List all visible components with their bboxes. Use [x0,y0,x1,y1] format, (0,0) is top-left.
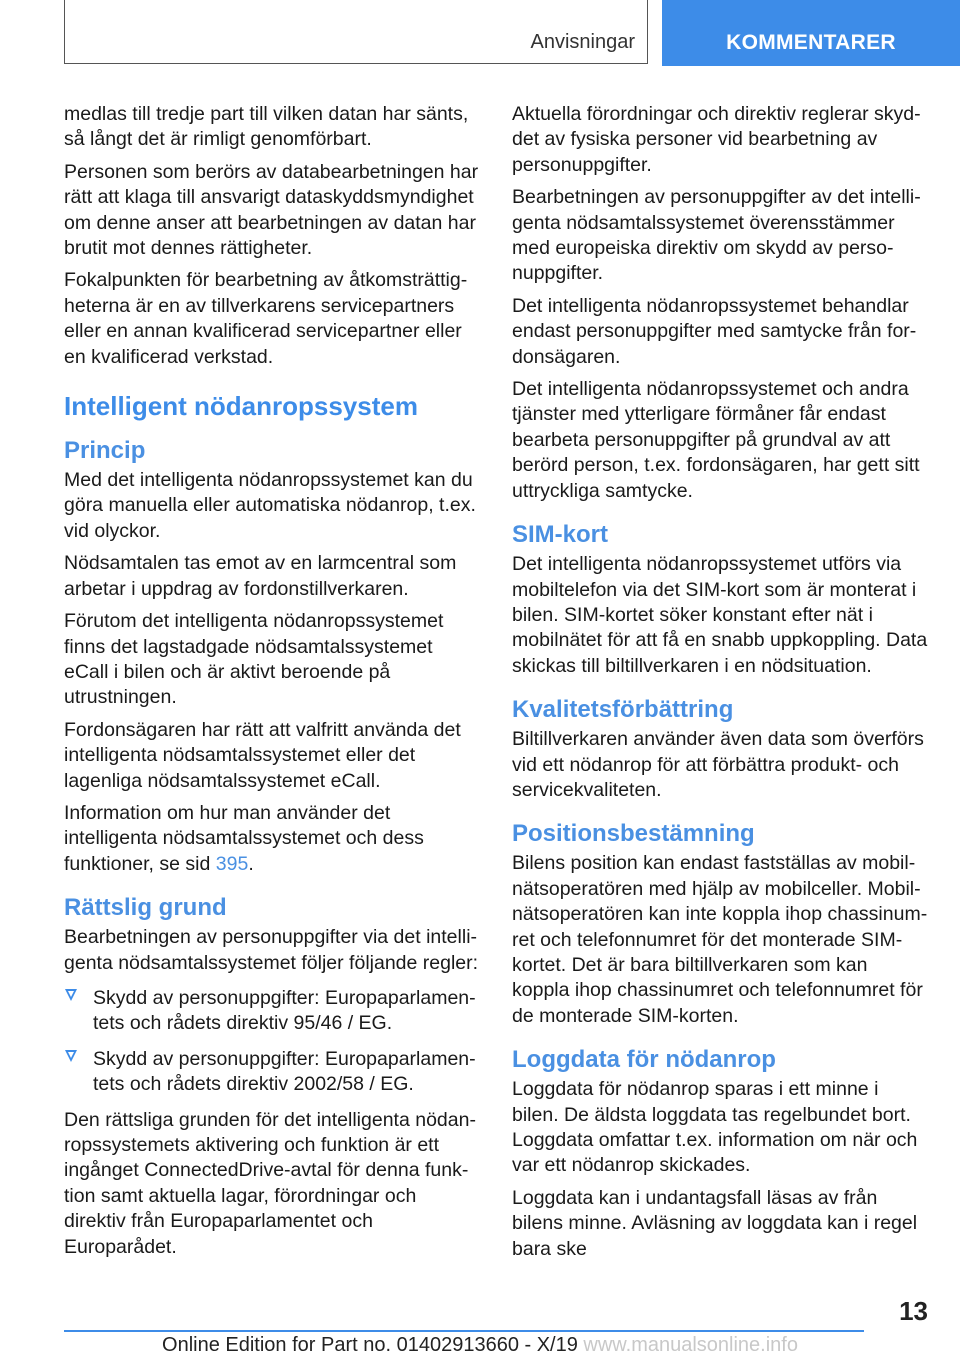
paragraph: Loggdata för nödanrop sparas i ett minne i bilen. De äldsta loggdata tas regelbundet bort. Loggdata omfattar t.ex. information om när och var ett nödanrop skickades. [512,1078,918,1177]
list-item-text: Skydd av personuppgifter: Europaparlamentets och rådets direktiv 95/46 / EG. [93,986,476,1035]
paragraph: Fordonsägaren har rätt att valfritt använda det intelligenta nödsamtalssystemet eller det lagenliga nödsamtalssystemet eCall. [64,718,461,792]
list-item-text: Skydd av personuppgifter: Europaparlamentets och rådets direktiv 2002/58 / EG. [93,1047,476,1096]
paragraph: Nödsamtalen tas emot av en larmcentral som arbetar i uppdrag av fordonstillverkaren. [64,552,457,600]
section-title: Anvisningar [530,31,635,53]
page-number: 13 [899,1296,928,1326]
list-item [64,986,482,1037]
paragraph: Med det intelligenta nödanropssystemet kan du göra manuella eller automatiska nödanrop, t.ex. vid olyckor. [64,469,476,542]
paragraph: medlas till tredje part till vilken datan har sänts, så långt det är rimligt genomförbart. [64,103,469,151]
subheading-princip: Princip [64,437,146,465]
paragraph [64,801,482,877]
subheading-loggdata: Loggdata för nödanrop [512,1046,776,1074]
chapter-tab[interactable]: KOMMENTARER [662,0,960,66]
paragraph: Personen som berörs av databearbetningen har rätt att klaga till ansvarigt dataskyddsmyndighet om denne anser att bearbetningen av datan har brutit mot dennes rättigheter. [64,160,479,260]
subheading-sim-kort: SIM-kort [512,521,608,549]
subheading-kvalitet: Kvalitetsförbättring [512,696,734,724]
paragraph: Bearbetningen av personuppgifter av det intelligenta nödsamtalssystemet överensstämmer med europeiska direktiv om skydd av personuppgifter. [512,186,921,285]
section-heading: Intelligent nödanropssystem [64,391,418,422]
right-column [512,102,930,1269]
subheading-rattslig-grund: Rättslig grund [64,894,227,922]
bullet-list [64,986,482,1098]
paragraph: Loggdata kan i undantagsfall läsas av från bilens minne. Avläsning av loggdata kan i regel bara ske [512,1186,918,1260]
triangle-bullet-icon [65,989,77,1001]
list-item [64,1047,482,1098]
paragraph: Fokalpunkten för bearbetning av åtkomsträttigheterna är en av tillverkarens servicepartners eller en annan kvalificerad servicepartner eller en kvalificerad verkstad. [64,269,468,368]
edition-text: Online Edition for Part no. 01402913660 - X/19 [162,1334,578,1356]
triangle-bullet-icon [65,1050,77,1062]
paragraph: Förutom det intelligenta nödanropssystemet finns det lagstadgade nödsamtalssystemet eCall i bilen och är aktivt beroende på utrustningen. [64,610,444,709]
paragraph: Den rättsliga grunden för det intelligenta nödanropssystemets aktivering och funktion är ett ingånget ConnectedDrive-avtal för denna funktion samt aktuella lagar, förordningar och direktiv från Europaparlamentet och Europarådet. [64,1108,476,1258]
paragraph-end: . [248,852,254,875]
header-frame [64,0,648,64]
paragraph: Aktuella förordningar och direktiv reglerar skyddet av fysiska personer vid bearbetning av personuppgifter. [512,103,921,176]
paragraph: Det intelligenta nödanropssystemet utförs via mobiltelefon via det SIM-kort som är monterat i bilen. SIM-kortet söker konstant efter nät i mobilnätet för att få en snabb uppkoppling. Data skickas till biltillverkaren i en nödsituation. [512,553,928,677]
site-watermark: www.manualsonline.info [583,1334,798,1356]
footer-divider [64,1330,864,1332]
paragraph: Bilens position kan endast fastställas av mobilnätsoperatören med hjälp av mobilceller. Mobilnätsoperatören kan inte koppla ihop chassinumret och telefonnumret för det monterade SIM-kortet. Det är bara biltillverkaren som kan koppla ihop chassinumret och telefonnumret för de monterade SIM-korten. [512,852,928,1027]
page-link[interactable]: 395 [215,852,249,875]
paragraph: Det intelligenta nödanropssystemet behandlar endast personuppgifter med samtycke från fordonsägaren. [512,294,917,368]
footer [0,1334,960,1357]
left-column [64,102,482,1267]
paragraph: Bearbetningen av personuppgifter via det intelligenta nödsamtalssystemet följer följande regler: [64,926,479,974]
paragraph-text: Information om hur man använder det intelligenta nödsamtalssystemet och dess funktioner, se sid [64,801,424,875]
paragraph: Det intelligenta nödanropssystemet och andra tjänster med ytterligare förmåner får endast bearbeta personuppgifter på grundval av att berörd person, t.ex. fordonsägaren, har gett sitt uttryckliga samtycke. [512,378,920,502]
subheading-position: Positionsbestämning [512,820,755,848]
paragraph: Biltillverkaren använder även data som överförs vid ett nödanrop för att förbättra produkt- och servicekvaliteten. [512,728,924,801]
